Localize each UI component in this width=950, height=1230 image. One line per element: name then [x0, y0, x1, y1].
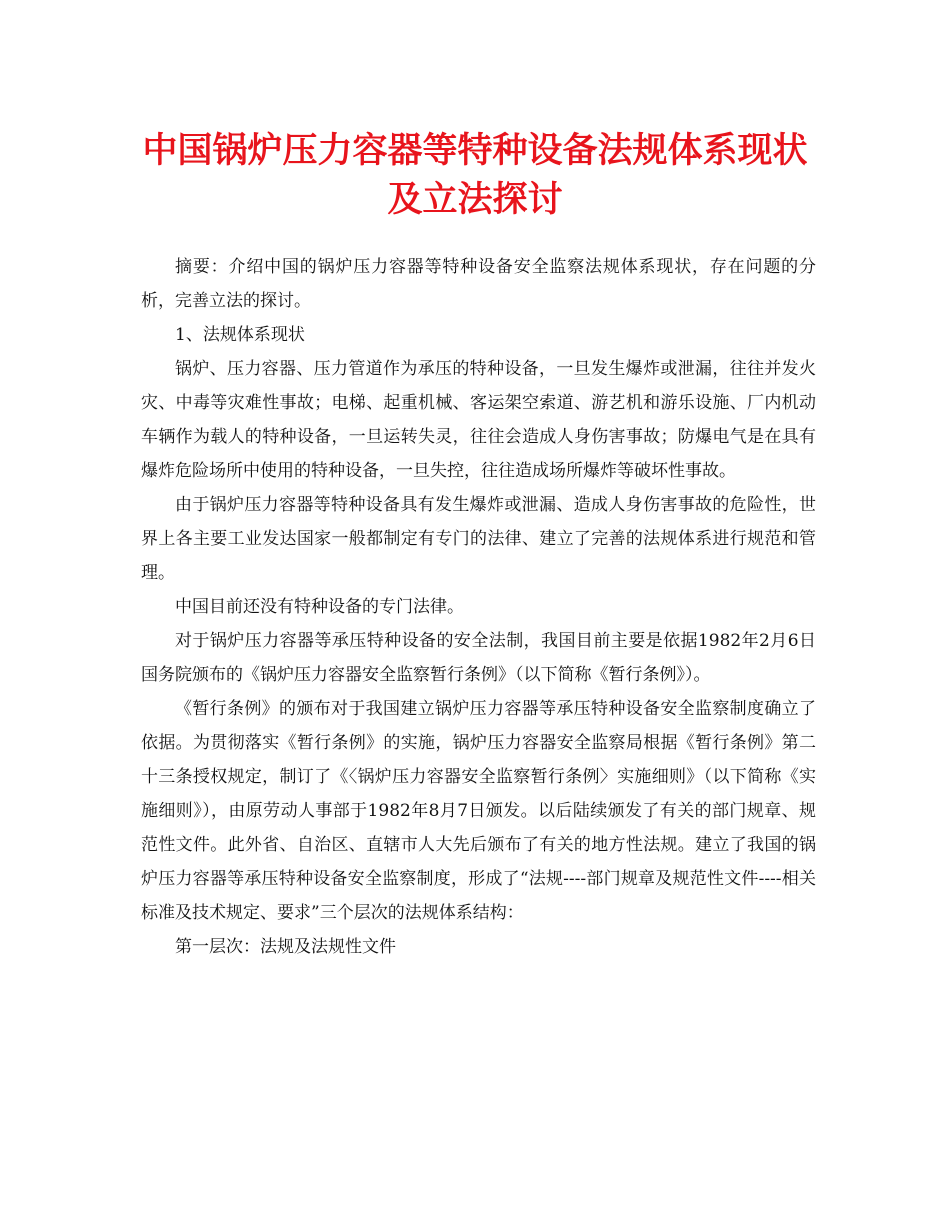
document-title-line-1: 中国锅炉压力容器等特种设备法规体系现状	[142, 130, 808, 171]
body-paragraph: 锅炉、压力容器、压力管道作为承压的特种设备，一旦发生爆炸或泄漏，往往并发火灾、中毒等灾难性事故；电梯、起重机械、客运架空索道、游艺机和游乐设施、厂内机动车辆作为载人的特种设备，一旦运转失灵，往往会造成人身伤害事故；防爆电气是在具有爆炸危险场所中使用的特种设备，一旦失控，往往造成场所爆炸等破坏性事故。	[141, 359, 816, 481]
section-heading: 1、法规体系现状	[175, 325, 305, 345]
document-title-line-2: 及立法探讨	[387, 179, 563, 220]
body-paragraph: 由于锅炉压力容器等特种设备具有发生爆炸或泄漏、造成人身伤害事故的危险性，世界上各主要工业发达国家一般都制定有专门的法律、建立了完善的法规体系进行规范和管理。	[141, 495, 816, 583]
body-paragraph: 《暂行条例》的颁布对于我国建立锅炉压力容器等承压特种设备安全监察制度确立了依据。为贯彻落实《暂行条例》的实施，锅炉压力容器安全监察局根据《暂行条例》第二十三条授权规定，制订了《〈锅炉压力容器安全监察暂行条例〉实施细则》（以下简称《实施细则》），由原劳动人事部于1982年8月7日颁发。以后陆续颁发了有关的部门规章、规范性文件。此外省、自治区、直辖市人大先后颁布了有关的地方性法规。建立了我国的锅炉压力容器等承压特种设备安全监察制度，形成了“法规----部门规章及规范性文件----相关标准及技术规定、要求”三个层次的法规体系结构：	[141, 699, 816, 923]
subsection-heading: 第一层次：法规及法规性文件	[175, 937, 396, 957]
body-paragraph: 对于锅炉压力容器等承压特种设备的安全法制，我国目前主要是依据1982年2月6日国务院颁布的《锅炉压力容器安全监察暂行条例》（以下简称《暂行条例》）。	[141, 631, 816, 685]
body-paragraph: 中国目前还没有特种设备的专门法律。	[175, 597, 464, 617]
document-body	[141, 250, 816, 964]
abstract-paragraph: 摘要：介绍中国的锅炉压力容器等特种设备安全监察法规体系现状，存在问题的分析，完善立法的探讨。	[141, 257, 816, 311]
